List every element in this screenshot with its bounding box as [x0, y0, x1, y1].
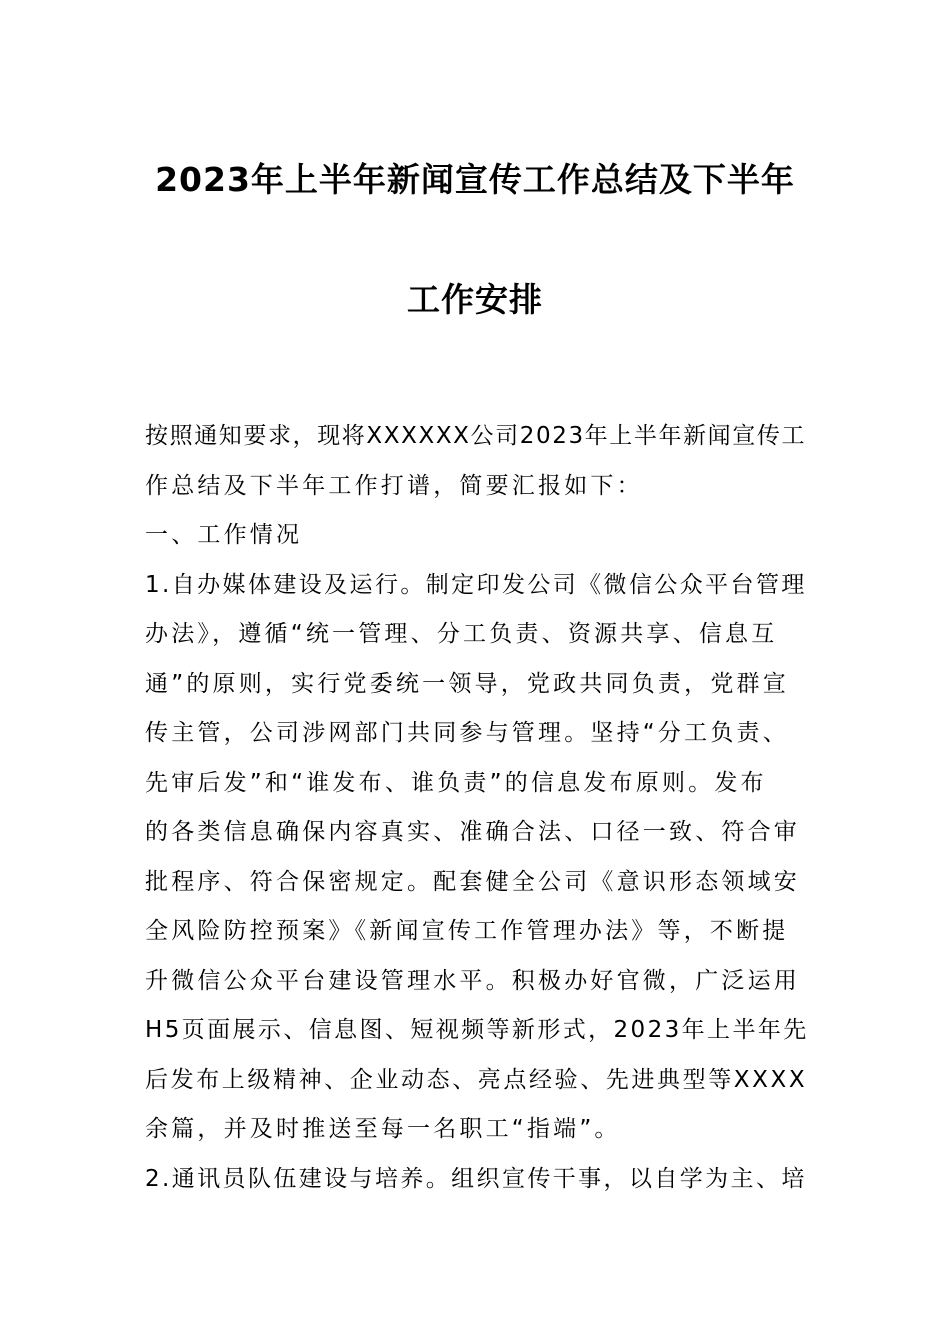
document-body — [145, 412, 810, 1204]
body-line: 余篇，并及时推送至每一名职工“指端”。 — [145, 1116, 621, 1142]
body-line: 通”的原则，实行党委统一领导，党政共同负责，党群宣 — [145, 670, 789, 697]
body-line: 按照通知要求，现将XXXXXX公司2023年上半年新闻宣传工 — [145, 423, 807, 449]
body-line: 作总结及下半年工作打谱，简要汇报如下： — [145, 472, 643, 499]
body-line: 批程序、符合保密规定。配套健全公司《意识形态领域安 — [145, 868, 800, 895]
body-line: H5页面展示、信息图、短视频等新形式，2023年上半年先 — [145, 1017, 809, 1043]
body-line: 办法》，遵循“统一管理、分工负责、资源共享、信息互 — [145, 621, 778, 647]
body-line: 后发布上级精神、企业动态、亮点经验、先进典型等XXXX — [145, 1066, 808, 1093]
body-line: 2.通讯员队伍建设与培养。组织宣传干事，以自学为主、培 — [145, 1165, 807, 1192]
document-title-line-1: 2023年上半年新闻宣传工作总结及下半年 — [155, 160, 795, 199]
document-title-line-2: 工作安排 — [407, 280, 543, 319]
body-line: 1.自办媒体建设及运行。制定印发公司《微信公众平台管理 — [145, 571, 807, 598]
body-line: 全风险防控预案》《新闻宣传工作管理办法》等，不断提 — [145, 918, 789, 944]
body-line: 升微信公众平台建设管理水平。积极办好官微，广泛运用 — [145, 967, 800, 994]
section-heading: 一、工作情况 — [145, 522, 303, 548]
body-line: 传主管，公司涉网部门共同参与管理。坚持“分工负责、 — [145, 720, 789, 746]
body-line: 的各类信息确保内容真实、准确合法、口径一致、符合审 — [145, 819, 800, 845]
body-line: 先审后发”和“谁发布、谁负责”的信息发布原则。发布 — [145, 769, 767, 796]
